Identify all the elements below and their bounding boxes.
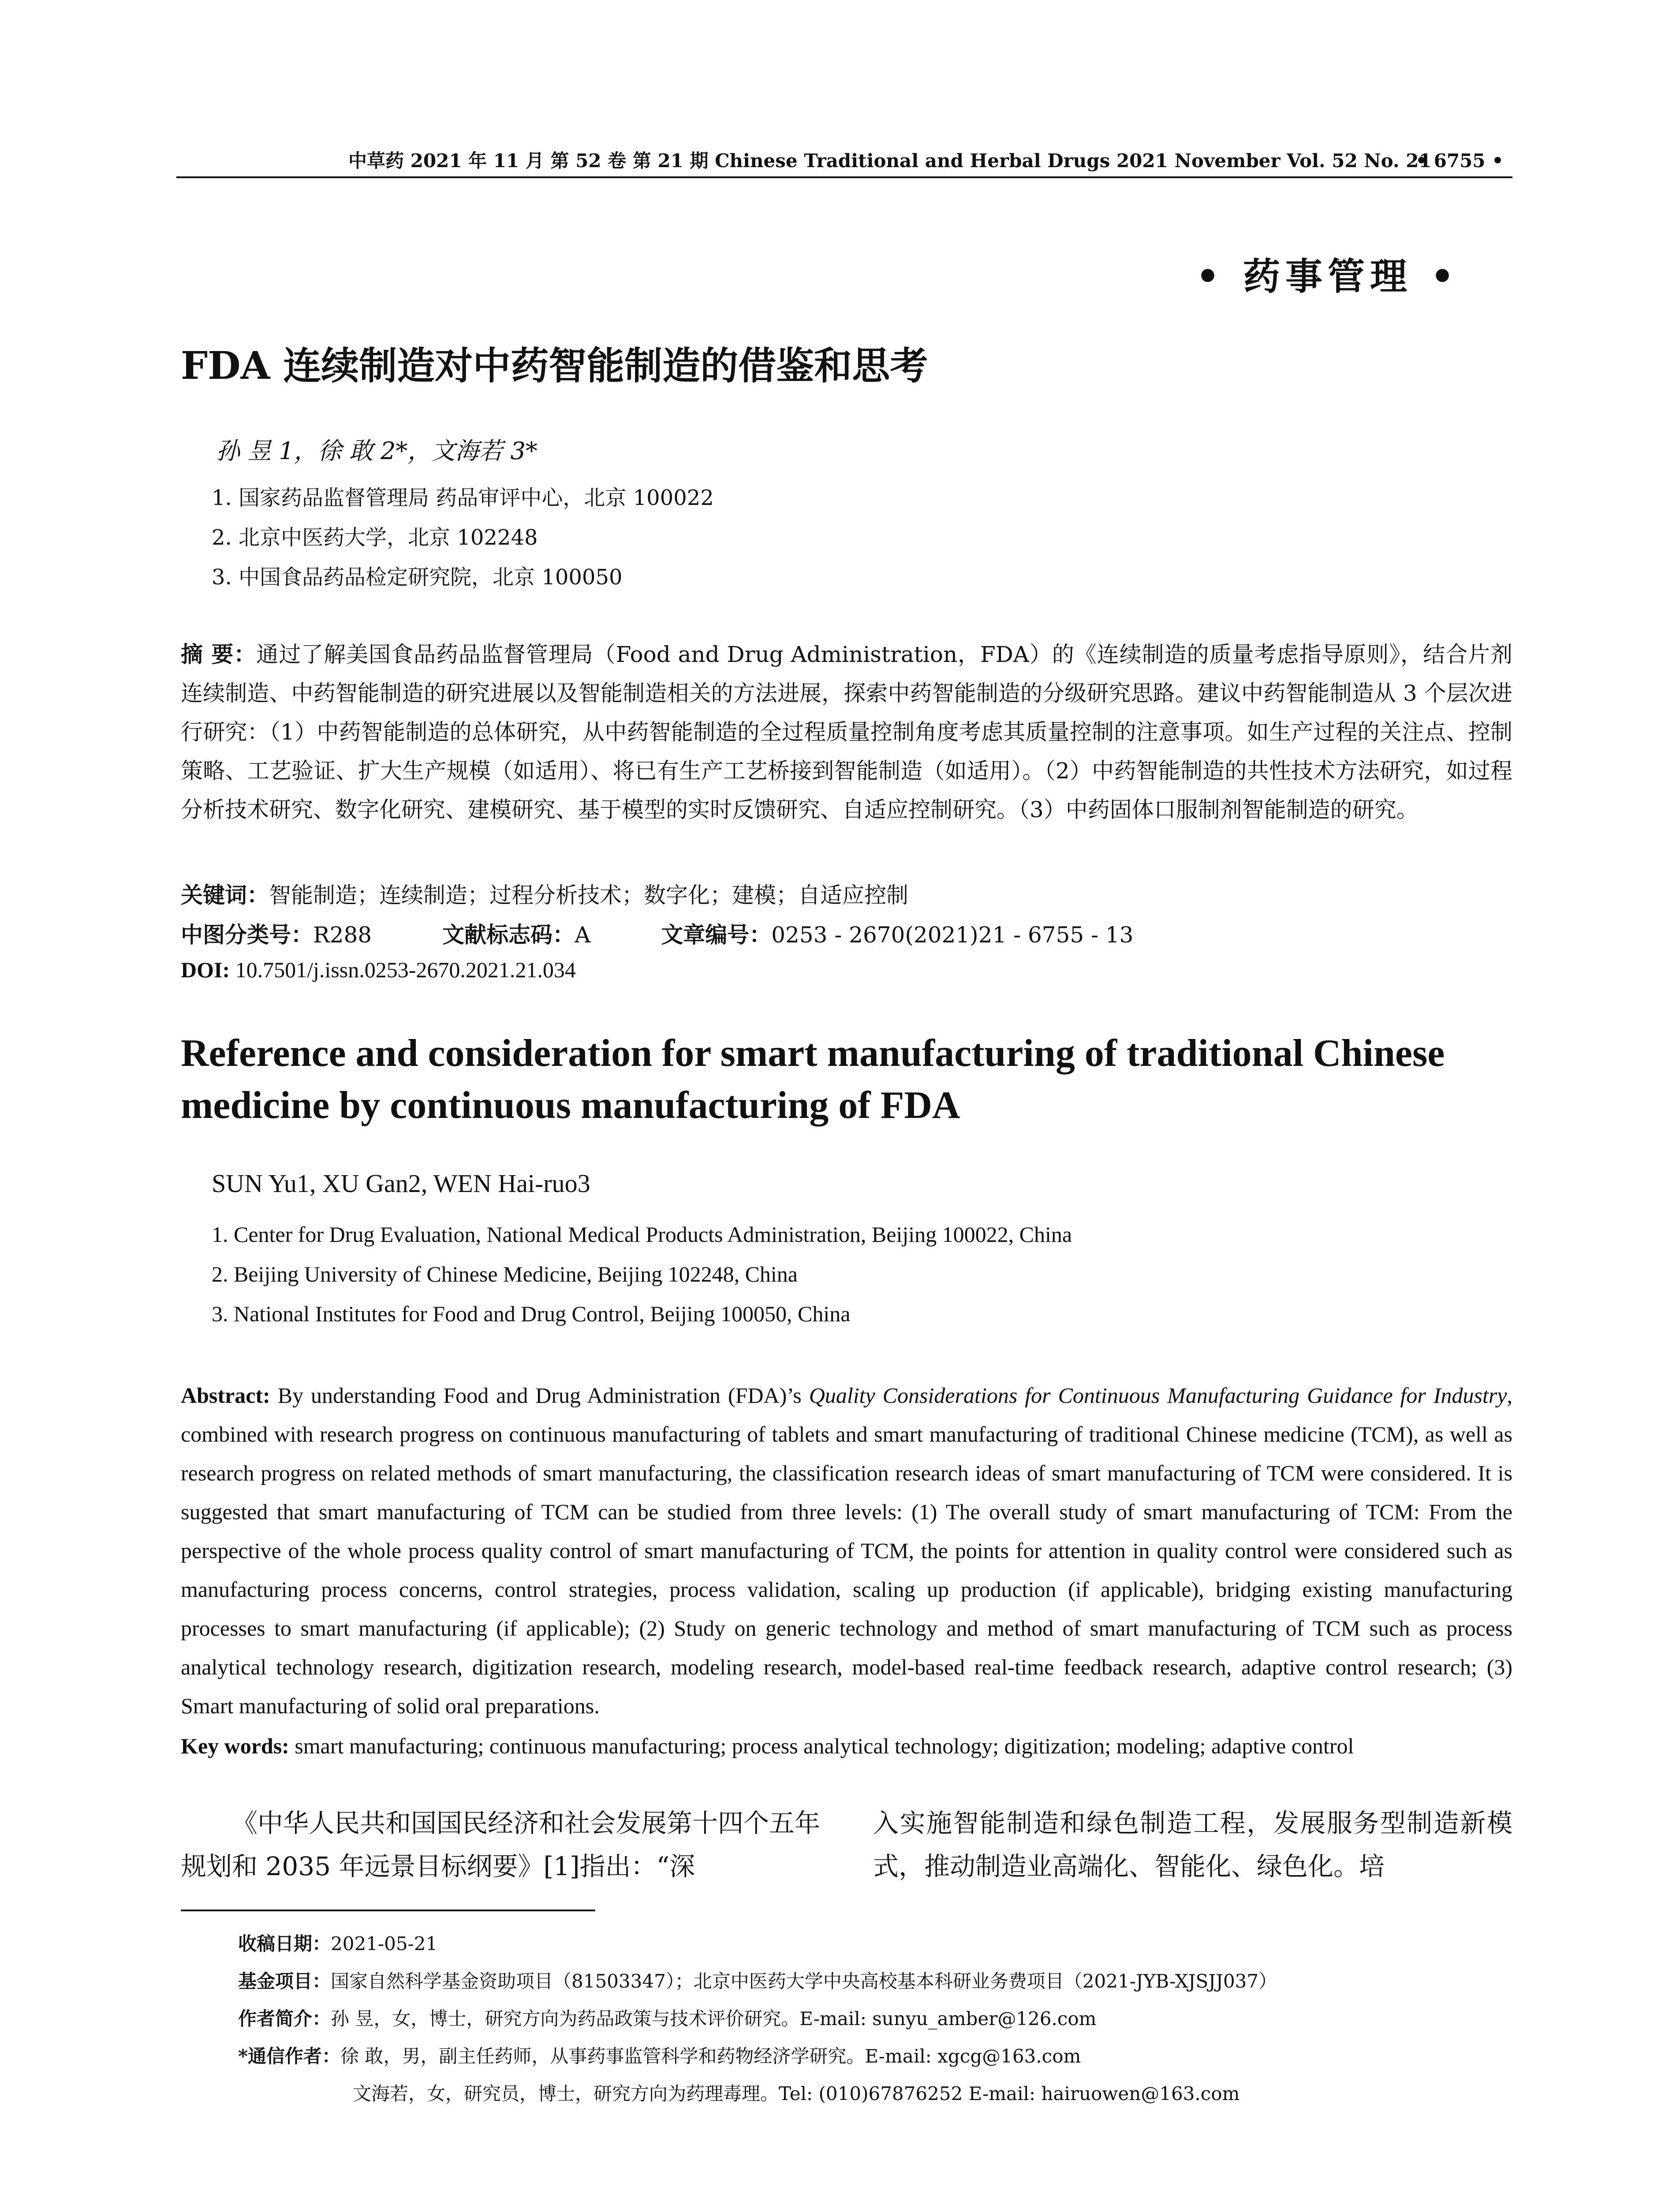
affiliation-cn-3: 3. 中国食品药品检定研究院，北京 100050 bbox=[212, 565, 623, 590]
author-bio-label: 作者简介： bbox=[238, 2008, 331, 2029]
keywords-english bbox=[181, 1733, 1512, 1759]
footnote-corresponding-2: 文海若，女，研究员，博士，研究方向为药理毒理。Tel: (010)67876252 E-mail: hairuowen@163.com bbox=[353, 2083, 1240, 2104]
keywords-cn-label: 关键词： bbox=[181, 882, 269, 908]
doc-code-value: A bbox=[575, 922, 591, 948]
doi-label: DOI: bbox=[181, 957, 230, 982]
abstract-chinese bbox=[181, 635, 1512, 829]
keywords-chinese bbox=[181, 878, 908, 909]
article-number-value: 0253 - 2670(2021)21 - 6755 - 13 bbox=[771, 922, 1134, 948]
keywords-en-text: smart manufacturing; continuous manufacturing; process analytical technology; digitization; modeling; adaptive control bbox=[295, 1734, 1354, 1758]
clc-value: R288 bbox=[313, 922, 372, 948]
corresponding-label: *通信作者： bbox=[238, 2045, 340, 2067]
footnote-rule bbox=[181, 1910, 595, 1911]
doi-value[interactable]: 10.7501/j.issn.0253-2670.2021.21.034 bbox=[235, 957, 576, 982]
footnote-received bbox=[238, 1929, 437, 1956]
body-column-left: 《中华人民共和国国民经济和社会发展第十四个五年规划和 2035 年远景目标纲要》[1]指出：“深 bbox=[181, 1808, 821, 1881]
abstract-en-guidance-title: Quality Considerations for Continuous Manufacturing Guidance for Industry bbox=[809, 1383, 1507, 1408]
abstract-en-text-before: By understanding Food and Drug Administration (FDA)’s bbox=[277, 1383, 802, 1408]
affiliation-en-2: 2. Beijing University of Chinese Medicine, Beijing 102248, China bbox=[212, 1262, 798, 1286]
fund-label: 基金项目： bbox=[238, 1970, 331, 1992]
running-head bbox=[176, 146, 1512, 176]
abstract-en-label: Abstract: bbox=[181, 1383, 270, 1408]
affiliation-en-3: 3. National Institutes for Food and Drug Control, Beijing 100050, China bbox=[212, 1301, 851, 1326]
journal-info: 中草药 2021 年 11 月 第 52 卷 第 21 期 Chinese Traditional and Herbal Drugs 2021 November Vol. 52 No. 21 bbox=[348, 150, 1432, 172]
authors-chinese: 孙 昱 1，徐 敢 2*，文海若 3* bbox=[216, 437, 538, 465]
article-number-label: 文章编号： bbox=[661, 922, 772, 948]
section-label: • 药事管理 • bbox=[1196, 254, 1460, 298]
page-number: • 6755 • bbox=[1415, 150, 1504, 172]
title-english: Reference and consideration for smart manufacturing of traditional Chinese medicine by continuous manufacturing of FDA bbox=[181, 1032, 1445, 1127]
received-date: 2021-05-21 bbox=[331, 1933, 438, 1955]
fund-text: 国家自然科学基金资助项目（81503347）；北京中医药大学中央高校基本科研业务费项目（2021-JYB-XJSJJ037） bbox=[331, 1970, 1277, 1992]
footnote-fund bbox=[238, 1967, 1277, 1993]
affiliation-en-1: 1. Center for Drug Evaluation, National Medical Products Administration, Beijing 100022, China bbox=[212, 1222, 1072, 1247]
abstract-cn-label: 摘 要： bbox=[181, 641, 257, 667]
header-rule bbox=[176, 176, 1512, 178]
authors-english: SUN Yu1, XU Gan2, WEN Hai-ruo3 bbox=[212, 1169, 590, 1198]
doi-line bbox=[181, 957, 576, 983]
abstract-en-text-after: , combined with research progress on continuous manufacturing of tablets and smart manufacturing of traditional Chinese medicine (TCM), as well as research progress on related methods of smart manufacturing, the classification research ideas of smart manufacturing of TCM were considered. It is suggested that smart manufacturing of TCM can be studied from three levels: (1) The overall study of smart manufacturing of TCM: From the perspective of the whole process quality control of smart manufacturing of TCM, the points for attention in quality control were considered such as manufacturing process concerns, control strategies, process validation, scaling up production (if applicable), bridging existing manufacturing processes to smart manufacturing (if applicable); (2) Study on generic technology and method of smart manufacturing of TCM such as process analytical technology research, digitization research, modeling research, model-based real-time feedback research, adaptive control research; (3) Smart manufacturing of solid oral preparations. bbox=[181, 1383, 1513, 1718]
doc-code-label: 文献标志码： bbox=[442, 922, 575, 948]
abstract-cn-text: 通过了解美国食品药品监督管理局（Food and Drug Administration，FDA）的《连续制造的质量考虑指导原则》，结合片剂连续制造、中药智能制造的研究进展以及智能制造相关的方法进展，探索中药智能制造的分级研究思路。建议中药智能制造从 3 个层次进行研究：（1）中药智能制造的总体研究，从中药智能制造的全过程质量控制角度考虑其质量控制的注意事项。如生产过程的关注点、控制策略、工艺验证、扩大生产规模（如适用）、将已有生产工艺桥接到智能制造（如适用）。（2）中药智能制造的共性技术方法研究，如过程分析技术研究、数字化研究、建模研究、基于模型的实时反馈研究、自适应控制研究。（3）中药固体口服制剂智能制造的研究。 bbox=[181, 642, 1512, 822]
footnote-corresponding bbox=[238, 2042, 1081, 2068]
affiliation-cn-1: 1. 国家药品监督管理局 药品审评中心，北京 100022 bbox=[212, 486, 714, 510]
author-bio-text: 孙 昱，女，博士，研究方向为药品政策与技术评价研究。E-mail: sunyu_amber@126.com bbox=[331, 2008, 1097, 2029]
keywords-en-label: Key words: bbox=[181, 1734, 289, 1758]
body-column-right: 入实施智能制造和绿色制造工程，发展服务型制造新模式，推动制造业高端化、智能化、绿色化。培 bbox=[873, 1808, 1512, 1881]
classification-line bbox=[181, 917, 1134, 949]
corresponding-author-1: 徐 敢，男，副主任药师，从事药事监管科学和药物经济学研究。E-mail: xgcg@163.com bbox=[340, 2045, 1081, 2067]
footnote-author bbox=[238, 2004, 1097, 2031]
received-label: 收稿日期： bbox=[238, 1933, 331, 1955]
title-chinese: FDA 连续制造对中药智能制造的借鉴和思考 bbox=[181, 344, 928, 388]
keywords-cn-text: 智能制造；连续制造；过程分析技术；数字化；建模；自适应控制 bbox=[269, 882, 908, 908]
affiliation-cn-2: 2. 北京中医药大学，北京 102248 bbox=[212, 525, 538, 550]
clc-label: 中图分类号： bbox=[181, 922, 313, 948]
abstract-english bbox=[181, 1376, 1512, 1725]
